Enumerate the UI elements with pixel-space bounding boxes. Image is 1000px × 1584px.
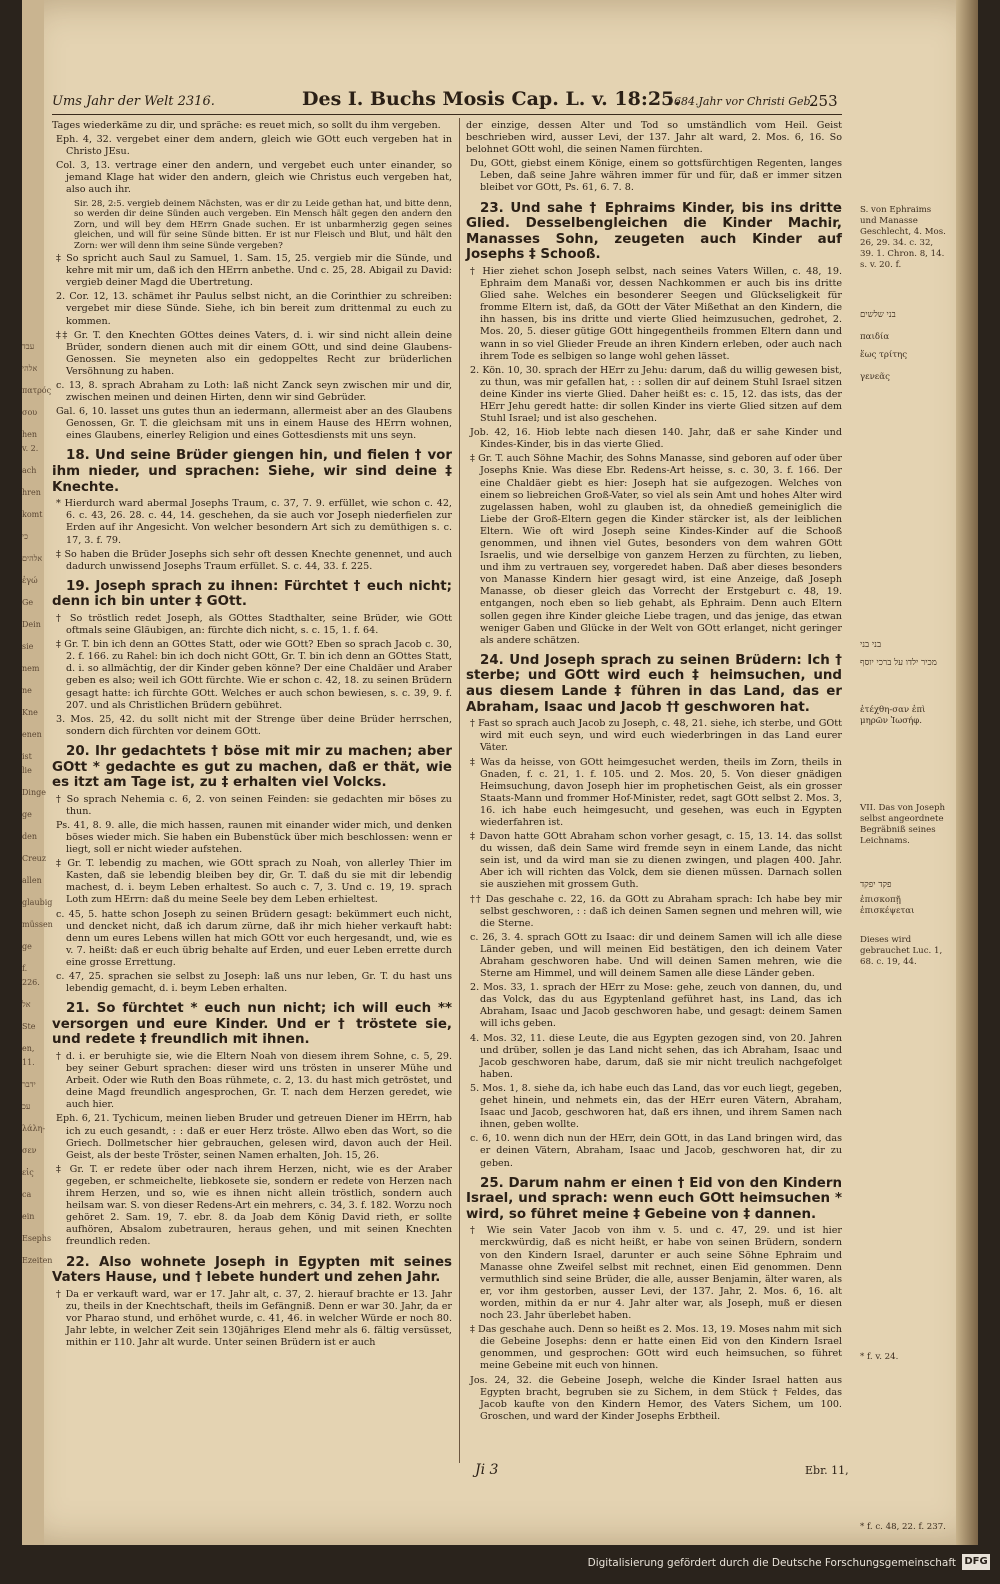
commentary-note: c. 47, 25. sprachen sie selbst zu Joseph: laß uns nur leben, Gr. T. du hast uns lebendig gemacht, d. i. beym Leben erhalten.	[56, 971, 452, 995]
margin-note: בני שלשים	[860, 310, 896, 320]
digitization-credit: Digitalisierung gefördert durch die Deutsche Forschungsgemeinschaft	[587, 1557, 956, 1569]
bible-verse: 20. Ihr gedachtets † böse mit mir zu machen; aber GOtt * gedachte es gut zu machen, daß er thät, wie es itzt am Tage ist, zu ‡ erhalten viel Volcks.	[52, 743, 452, 791]
commentary-note: ‡ Gr. T. er redete über oder nach ihrem Herzen, nicht, wie es der Araber gegeben, er schmeichelte, liebkosete sie, sondern er redete von Herzen nach ihrem Herzen, und so, wie es ihnen nicht allein tröstlich, sondern auch heilsam war. S. von dieser Redens-Art ein mehrers, c. 34, 3. f. 182. Worzu noch gehöret 2. Sam. 19, 7. ebr. 8. da Joab dem König David rieth, er sollte aufhören, Absalom zubetrauren, heraus gehen, und mit seinen Knechten freundlich reden.	[56, 1163, 452, 1248]
bleed-fragment: f. 226.	[22, 964, 40, 987]
small-commentary: Sir. 28, 2:5. vergieb deinem Nächsten, was er dir zu Leide gethan hat, und bitte denn, so werden dir deine Sünden auch vergeben. Ein Mensch hält gegen den andern den Zorn, und will bey dem HErrn Gnade suchen. Er ist unbarmherzig gegen seines gleichen, und will für seine Sünde bitten. Er ist nur Fleisch und Blut, und hält den Zorn: wer will denn ihm seine Sünde vergeben?	[74, 198, 452, 251]
bleed-fragment: εἰς	[22, 1168, 34, 1177]
commentary-note: Tages wiederkäme zu dir, und spräche: es reuet mich, so sollt du ihm vergeben.	[52, 120, 441, 131]
bleed-fragment: עבד	[22, 342, 35, 351]
bleed-fragment: en, 11.	[22, 1044, 35, 1067]
bleed-fragment: ach	[22, 466, 37, 475]
bleed-fragment: Creuz	[22, 854, 47, 863]
bible-verse: 25. Darum nahm er einen † Eid von den Kindern Israel, und sprach: wenn euch GOtt heimsuchen * wird, so führet meine ‡ Gebeine von ‡ dannen.	[466, 1175, 842, 1222]
bleed-fragment: אל	[22, 1000, 31, 1009]
header-christ-year: 1684.Jahr vor Christi Geb.	[667, 95, 815, 108]
margin-note: ἐτέχθη-σαν ἐπὶ μηρῶν Ἰωσήφ.	[860, 705, 926, 726]
bible-verse: 22. Also wohnete Joseph in Egypten mit seines Vaters Hause, und † lebete hundert und zehen Jahr.	[52, 1254, 452, 1286]
commentary-note: Job. 42, 16. Hiob lebte nach diesen 140. Jahr, daß er sahe Kinder und Kindes-Kinder, bis in das vierte Glied.	[470, 427, 842, 451]
margin-note: ἐπισκοπῇ ἐπισκέψεται	[860, 895, 915, 916]
bleed-fragment: hen v. 2.	[22, 430, 39, 453]
commentary-note: ‡ Gr. T. auch Söhne Machir, des Sohns Manasse, sind geboren auf oder über Josephs Knie. Was diese Ebr. Redens-Art heisse, s. c. 30, 3. f. 166. Der eine Chaldäer giebt es hier: Joseph hat sie aufgezogen. Welches von einem so liebreichen Groß-Vater, so viel als sein Amt und hohes Alter wird zugelassen haben, wohl zu glauben ist, da ohnedieß gemeiniglich die Liebe der Groß-Eltern gegen die Kinder stärcker ist, als der leiblichen Eltern. Wie oft wird Joseph seine Kindes-Kinder auf die Schooß genommen, und ihnen viel Gutes, besonders von dem wahren GOtt Israelis, und wie derselbige von ganzem Herzen zu fürchten, zu lieben, und ihm zu vertrauen sey, vorgeredet haben. Daß aber dieses besonders von Manasse Kindern hier gesagt wird, ist eine Anzeige, daß Joseph Manasse, ob dieser gleich das Vorrecht der Erstgeburt c. 48, 19. entgangen, noch eben so lieb gehabt, als Ephraim. Denn auch Eltern sollen gegen ihre Kinder gleiche Liebe tragen, und das jenige, das etwan weniger Gaben und Glücke in der Welt von GOtt erlanget, nicht geringer als andere schätzen.	[470, 453, 842, 646]
commentary-note: c. 45, 5. hatte schon Joseph zu seinen Brüdern gesagt: bekümmert euch nicht, und dencket nicht, daß ich darum zürne, daß ihr mich hieher verkauft habt: denn um eures Lebens willen hat mich GOtt vor euch hergesandt, und, wie es v. 7. heißt: daß er euch übrig behalte auf Erden, und euer Leben errette durch eine grosse Errettung.	[56, 908, 452, 968]
bleed-fragment: Dinge	[22, 788, 46, 797]
margin-note: VII. Das von Joseph selbst angeordnete Begräbniß seines Leichnams.	[860, 803, 946, 846]
commentary-note: † So tröstlich redet Joseph, als GOttes Stadthalter, seine Brüder, wie GOtt oftmals seine Gläubigen, an: fürchte dich nicht, s. c. 15, 1. f. 64.	[56, 613, 452, 637]
commentary-note: Gal. 6, 10. lasset uns gutes thun an iedermann, allermeist aber an des Glaubens Genossen, Gr. T. die gleichsam mit uns in einem Hause des HErrn wohnen, eines Glaubens, einerley Religion und eines Gottesdiensts mit uns seyn.	[56, 406, 452, 442]
bible-verse: 19. Joseph sprach zu ihnen: Fürchtet † euch nicht; denn ich bin unter ‡ GOtt.	[52, 578, 452, 610]
bleed-fragment: Ste	[22, 1022, 36, 1031]
bleed-fragment: ist lie	[22, 752, 32, 775]
bleed-fragment: Esephs	[22, 1234, 52, 1243]
commentary-note: 4. Mos. 32, 11. diese Leute, die aus Egypten gezogen sind, von 20. Jahren und drüber, sollen je das Land nicht sehen, das ich Abraham, Isaac und Jacob geschworen habe, darum, daß sie mir nicht treulich nachgefolget haben.	[470, 1032, 842, 1080]
bleed-fragment: Ge	[22, 598, 34, 607]
bleed-fragment: ἐγώ	[22, 576, 38, 585]
bleed-fragment: Kne	[22, 708, 38, 717]
commentary-note: c. 26, 3. 4. sprach GOtt zu Isaac: dir und deinem Samen will ich alle diese Länder geben, und will meinen Eid bestätigen, den ich deinem Vater Abraham geschworen habe. Und will deinen Samen mehren, wie die Sterne am Himmel, und will deinem Samen alle diese Länder geben.	[470, 931, 842, 980]
margin-note: ἕως τρίτης	[860, 350, 908, 360]
commentary-note: † So sprach Nehemia c. 6, 2. von seinen Feinden: sie gedachten mir böses zu thun.	[56, 793, 452, 817]
adjacent-page-margin	[22, 0, 53, 1545]
bleed-fragment: ein	[22, 1212, 35, 1221]
commentary-note: † Wie sein Vater Jacob von ihm v. 5. und c. 47, 29. und ist hier merckwürdig, daß es nicht heißt, er habe von seinen Brüdern, sondern von den Kindern Israel, darunter er auch seine Söhne Ephraim und Manasse ohne Zweifel selbst mit rechnet, einen Eid genommen. Denn vermuthlich sind seine Brüder, die alle, ausser Benjamin, älter waren, als er, vor ihm gestorben, ausser Levi, der 137. Jahr, 2. Mos. 6, 16. alt worden, mithin da er nur 4. Jahr alter war, als Joseph, muß er diesen noch 23. Jahr überlebet haben.	[470, 1225, 842, 1322]
commentary-note: Jos. 24, 32. die Gebeine Joseph, welche die Kinder Israel hatten aus Egypten bracht, begruben sie zu Sichem, in dem Stück † Feldes, das Jacob kaufte von den Kindern Hemor, des Vaters Sichem, um 100. Groschen, und ward der Kinder Josephs Erbtheil.	[470, 1374, 842, 1422]
margin-note: Dieses wird gebrauchet Luc. 1, 68. c. 19, 44.	[860, 935, 943, 967]
bleed-fragment: glaubig	[22, 898, 53, 907]
commentary-note: ‡ Davon hatte GOtt Abraham schon vorher gesagt, c. 15, 13. 14. das sollst du wissen, daß dein Same wird fremde seyn in einem Lande, das nicht sein ist, und da wird man sie zu dienen zwingen, und plagen 400. Jahr. Aber ich will richten das Volck, dem sie dienen müssen. Darnach sollen sie ausziehen mit grossem Guth.	[470, 831, 842, 891]
bleed-fragment: nem	[22, 664, 40, 673]
commentary-note: Eph. 4, 32. vergebet einer dem andern, gleich wie GOtt euch vergeben hat in Christo JEsu.	[56, 134, 452, 158]
margin-note: פקד יפקד	[860, 880, 892, 890]
signature-mark: Ji 3	[475, 1462, 499, 1478]
commentary-note: 2. Mos. 33, 1. sprach der HErr zu Mose: gehe, zeuch von dannen, du, und das Volck, das du aus Egyptenland geführet hast, ins Land, das ich Abraham, Isaac und Jacob geschworen habe, und gesagt: deinem Samen will ichs geben.	[470, 982, 842, 1030]
commentary-note: Col. 3, 13. vertrage einer den andern, und vergebet euch unter einander, so jemand Klage hat wider den andern, gleich wie Christus euch vergeben hat, also auch ihr.	[56, 160, 452, 196]
commentary-note: der einzige, dessen Alter und Tod so umständlich vom Heil. Geist beschrieben wird, ausser Levi, der 137. Jahr alt ward, 2. Mos. 6, 16. So belohnet GOtt wohl, die seinen Namen fürchten.	[466, 120, 842, 156]
margin-note: בני בני	[860, 640, 882, 650]
bleed-fragment: den	[22, 832, 38, 841]
margin-note: * f. v. 24.	[860, 1352, 899, 1362]
column-divider	[459, 118, 460, 1463]
commentary-note: c. 6, 10. wenn dich nun der HErr, dein GOtt, in das Land bringen wird, das er deinen Vätern, Abraham, Isaac und Jacob, geschworen hat, dir zu geben.	[470, 1133, 842, 1169]
bible-verse: 21. So fürchtet * euch nun nicht; ich will euch ** versorgen und eure Kinder. Und er † tröstete sie, und redete ‡ freundlich mit ihnen.	[52, 1001, 452, 1048]
bleed-fragment: כי	[22, 532, 29, 541]
bleed-fragment: ge	[22, 810, 32, 819]
commentary-note: †† Das geschahe c. 22, 16. da GOtt zu Abraham sprach: Ich habe bey mir selbst geschworen, : : daß ich deinen Samen segnen und mehren will, wie die Sterne.	[470, 893, 842, 929]
bleed-fragment: allen	[22, 876, 42, 885]
dfg-logo: DFG	[962, 1554, 990, 1570]
commentary-note: ‡ Gr. T. lebendig zu machen, wie GOtt sprach zu Noah, von allerley Thier im Kasten, daß sie lebendig bleiben bey dir, Gr. T. daß du sie mit dir lebendig machest, d. i. beym Leben erhaltest. So auch c. 7, 3. Und c. 19, 19. sprach Loth zum HErrn: daß du meine Seele bey dem Leben erhieltest.	[56, 858, 452, 906]
commentary-note: † Hier ziehet schon Joseph selbst, nach seines Vaters Willen, c. 48, 19. Ephraim dem Manaßi vor, dessen Nachkommen er auch bis ins dritte Glied sahe. Welches ein besonderer Seegen und Glückseligkeit für fromme Eltern ist, daß, da GOtt der Väter Mißethat an den Kindern, die ihn hassen, bis ins dritte und vierte Glied heimzusuchen, gedrohet, 2. Mos. 20, 5. dieser gütige GOtt hingegentheils frommen Eltern dann und wann in so viel Glieder Freude an ihren Kindern erleben, oder auch nach ihrem Tode es selbigen so lange wohl gehen lässet.	[470, 265, 842, 362]
commentary-note: ‡ Gr. T. bin ich denn an GOttes Statt, oder wie GOtt? Eben so sprach Jacob c. 30, 2. f. 166. zu Rahel: bin ich doch nicht GOtt, Gr. T. bin ich denn an GOttes Statt, d. i. so allmächtig, der dir Kinder geben könne? Der eine Chaldäer und Araber geben es also; weil ich GOtt fürchte. Wie er schon c. 42, 18. zu seinen Brüdern gesagt hatte: ich fürchte GOtt. Welches er auch schon bewiesen, s. c. 39, 9. f. 207. und als Christlichen Brüdern gebühret.	[56, 639, 452, 711]
commentary-note: 2. Kön. 10, 30. sprach der HErr zu Jehu: darum, daß du willig gewesen bist, zu thun, was mir gefallen hat, : : sollen dir auf deinem Stuhl Israel sitzen deine Kinder ins vierte Glied. Daher heißt es: c. 15, 12. das ists, das der HErr Jehu geredt hatte: dir sollen Kinder ins vierte Glied sitzen auf dem Stuhl Israel; und ist also geschehen.	[470, 364, 842, 425]
commentary-note: 5. Mos. 1, 8. siehe da, ich habe euch das Land, das vor euch liegt, gegeben, gehet hinein, und nehmets ein, das der HErr euren Vätern, Abraham, Isaac und Jacob, geschworen hat, daß ers ihnen, und ihrem Samen nach ihnen, geben wollte.	[470, 1082, 842, 1131]
bleed-fragment: Dein	[22, 620, 41, 629]
left-text-column	[52, 120, 452, 1465]
bleed-fragment: πατρός	[22, 386, 52, 395]
bible-verse: 24. Und Joseph sprach zu seinen Brüdern: Ich † sterbe; und GOtt wird euch ‡ heimsuchen, und aus diesem Lande ‡ führen in das Land, das er Abraham, Isaac und Jacob †† geschworen hat.	[466, 652, 842, 715]
catchword: Ebr. 11,	[805, 1464, 849, 1477]
commentary-note: 2. Cor. 12, 13. schämet ihr Paulus selbst nicht, an die Corinthier zu schreiben: vergebet mir diese Sünde. Siehe, ich bin bereit zum drittenmal zu euch zu kommen.	[56, 291, 452, 327]
bleed-fragment: müssen	[22, 920, 53, 929]
commentary-note: * Hierdurch ward abermal Josephs Traum, c. 37, 7. 9. erfüllet, wie schon c. 42, 6. c. 43, 26. 28. c. 44, 14. geschehen, da sie auch vor Joseph niederfielen zur Erden auf ihr Angesicht. Von welcher besondern Art sich zu demüthigen s. c. 17, 3. f. 79.	[56, 498, 452, 546]
commentary-note: † Da er verkauft ward, war er 17. Jahr alt, c. 37, 2. hierauf brachte er 13. Jahr zu, theils in der Knechtschaft, theils im Gefängniß. Denn er war 30. Jahr, da er vor Pharao stund, und erhöhet wurde, c. 41, 46. in welcher Würde er noch 80. Jahr lebte, in welcher Zeit sein 130jähriges Elend mehr als 6. fältig versüsset, mithin er 110. Jahr alt wurde. Unter seinen Brüdern ist er auch	[56, 1288, 452, 1349]
commentary-note: ‡ Das geschahe auch. Denn so heißt es 2. Mos. 13, 19. Moses nahm mit sich die Gebeine Josephs: denn er hatte einen Eid von den Kindern Israel genommen, und gesprochen: GOtt wird euch heimsuchen, so führet meine Gebeine mit euch von hinnen.	[470, 1324, 842, 1372]
bible-verse: 23. Und sahe † Ephraims Kinder, bis ins dritte Glied. Desselbengleichen die Kinder Machir, Manasses Sohn, zeugeten auch Kinder auf Josephs ‡ Schooß.	[466, 200, 842, 263]
bleed-fragment: σου	[22, 408, 38, 417]
right-text-column	[466, 120, 842, 1465]
bleed-fragment: אלהים	[22, 554, 43, 563]
header-world-year: Ums Jahr der Welt 2316.	[52, 94, 215, 109]
commentary-note: † d. i. er beruhigte sie, wie die Eltern Noah von diesem ihrem Sohne, c. 5, 29. bey seiner Geburt sprachen: dieser wird uns trösten in unserer Mühe und Arbeit. Oder wie Ruth den Boas rühmete, c. 2, 13. du hast mich getröstet, und deine Magd freundlich angesprochen, Gr. T. nach dem Herzen geredet, wie auch hier.	[56, 1051, 452, 1111]
bleed-fragment: ge	[22, 942, 32, 951]
running-header	[52, 88, 842, 115]
margin-note: מכיר ילדו על ברכי יוסף	[860, 658, 937, 668]
commentary-note: ‡ Was da heisse, von GOtt heimgesuchet werden, theils im Zorn, theils in Gnaden, f. c. 21, 1. f. 105. und 2. Mos. 20, 5. Von dieser gnädigen Heimsuchung, davon Joseph hier im prophetischen Geist, als ein grosser Staats-Mann und frommer Hof-Minister, redet, sagt GOtt selbst 2. Mos. 3, 16. ich habe euch heimgesucht, und gesehen, was euch in Egypten wiederfahren ist.	[470, 756, 842, 828]
bleed-fragment: ne	[22, 686, 32, 695]
bleed-fragment: Ezeiten	[22, 1256, 53, 1265]
right-margin-notes	[860, 120, 946, 1532]
bleed-fragment: sie	[22, 642, 34, 651]
bleed-fragment: ידבר	[22, 1080, 36, 1089]
bleed-fragment: λάλη-	[22, 1124, 46, 1133]
bleed-fragment: hren	[22, 488, 41, 497]
header-book-title: Des I. Buchs Mosis Cap. L. v. 18:25.	[302, 88, 681, 110]
commentary-note: ‡ So spricht auch Saul zu Samuel, 1. Sam. 15, 25. vergieb mir die Sünde, und kehre mit mir um, daß ich den HErrn anbethe. Und c. 25, 28. Abigail zu David: vergieb deiner Magd die Ubertretung.	[56, 253, 452, 289]
bleed-fragment: עכ	[22, 1102, 31, 1111]
margin-note: S. von Ephraims und Manasse Geschlecht, 4. Mos. 26, 29. 34. c. 32, 39. 1. Chron. 8, 14. s. v. 20. f.	[860, 205, 946, 270]
bible-verse: 18. Und seine Brüder giengen hin, und fielen † vor ihm nieder, und sprachen: Siehe, wir sind deine ‡ Knechte.	[52, 448, 452, 495]
bleed-fragment: ca	[22, 1190, 32, 1199]
commentary-note: ‡‡ Gr. T. den Knechten GOttes deines Vaters, d. i. wir sind nicht allein deine Brüder, sondern dienen auch mit dir einem GOtt, und sind deine Glaubens-Genossen. Sie meyneten also ein gedoppeltes Recht zur brüderlichen Versöhnung zu haben.	[56, 329, 452, 377]
commentary-note: 3. Mos. 25, 42. du sollt nicht mit der Strenge über deine Brüder herrschen, sondern dich fürchten vor deinem GOtt.	[56, 713, 452, 737]
page-number: 253	[809, 92, 838, 110]
commentary-note: † Fast so sprach auch Jacob zu Joseph, c. 48, 21. siehe, ich sterbe, und GOtt wird mit euch seyn, und wird euch wiederbringen in das Land eurer Väter.	[470, 718, 842, 754]
bleed-fragment: אלהי	[22, 364, 38, 373]
bleed-fragment: enen	[22, 730, 42, 739]
commentary-note: Ps. 41, 8. 9. alle, die mich hassen, raunen mit einander wider mich, und denken böses wieder mich. Sie haben ein Bubenstück über mich beschlossen: wenn er liegt, soll er nicht wieder aufstehen.	[56, 819, 452, 856]
book-page	[22, 0, 978, 1545]
commentary-note: ‡ So haben die Brüder Josephs sich sehr oft dessen Knechte genennet, und auch dadurch unwissend Josephs Traum erfüllet. S. c. 44, 33. f. 225.	[56, 548, 452, 572]
margin-note: * f. c. 48, 22. f. 237.	[860, 1522, 946, 1532]
page-edge-stack	[956, 0, 978, 1545]
commentary-note: c. 13, 8. sprach Abraham zu Loth: laß nicht Zanck seyn zwischen mir und dir, zwischen meinen und deinen Hirten, denn wir sind Gebrüder.	[56, 380, 452, 404]
bleed-fragment: komt	[22, 510, 43, 519]
margin-note: γενεᾶς	[860, 372, 890, 382]
commentary-note: Du, GOtt, giebst einem Könige, einem so gottsfürchtigen Regenten, langes Leben, daß seine Jahre währen immer für und für, daß er immer sitzen bleibet vor GOtt, Ps. 61, 6. 7. 8.	[470, 158, 842, 194]
margin-note: παιδία	[860, 332, 890, 342]
bleed-fragment: σεν	[22, 1146, 37, 1155]
commentary-note: Eph. 6, 21. Tychicum, meinen lieben Bruder und getreuen Diener im HErrn, hab ich zu euch gesandt, : : daß er euer Herz tröste. Allwo eben das Wort, so die Griech. Dollmetscher hier gebrauchen, gelesen wird, davon auch der Heil. Geist, als der beste Tröster, seinen Namen erhalten, Joh. 15, 26.	[56, 1113, 452, 1161]
